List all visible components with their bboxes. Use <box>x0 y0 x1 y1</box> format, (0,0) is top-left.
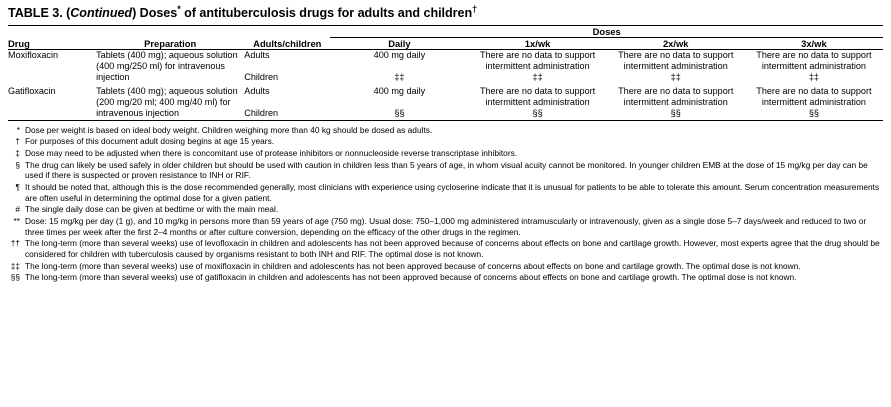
title-suffix: ) Doses <box>132 6 178 20</box>
footnote-text: Dose per weight is based on ideal body weight. Children weighing more than 40 kg should be dosed as adults. <box>25 124 433 135</box>
footnote-item <box>8 160 883 181</box>
footnote-item <box>8 148 883 159</box>
cell-1x-wk: There are no data to support intermittent administration <box>479 86 596 108</box>
cell-1x-wk: There are no data to support intermittent administration <box>469 50 607 73</box>
cell-adults-children: Children <box>244 108 279 119</box>
cell-1x-wk: ‡‡ <box>532 72 543 83</box>
footnote-text: For purposes of this document adult dosing begins at age 15 years. <box>25 136 275 147</box>
footnote-mark: §§ <box>10 272 20 283</box>
cell-3x-wk: There are no data to support intermittent administration <box>745 50 883 73</box>
cell-preparation: Tablets (400 mg); aqueous solution (400 mg/250 ml) for intravenous injection <box>96 50 244 84</box>
column-header-drug: Drug <box>8 37 30 49</box>
cell-adults-children: Adults <box>244 50 330 73</box>
footnote-item <box>8 204 883 215</box>
footnote-item <box>8 261 883 272</box>
footnote-mark: ‡‡ <box>10 260 20 271</box>
footnote-text: It should be noted that, although this is the dose recommended generally, most clinicians with experience using cycloserine indicate that it is unusual for patients to be able to tolerate this amount. Serum concentration measurements are often useful in determining the optimal dose for a given patient. <box>25 181 880 203</box>
footnote-mark: † <box>15 136 20 147</box>
cell-2x-wk: ‡‡ <box>670 72 681 83</box>
footnote-mark: ** <box>13 215 20 226</box>
column-header-daily: Daily <box>388 38 411 49</box>
table-bottom-rule <box>8 120 883 121</box>
spacer-adults-children <box>244 26 330 38</box>
cell-drug: Gatifloxacin <box>8 86 56 97</box>
table-row <box>8 50 883 73</box>
cell-2x-wk: There are no data to support intermittent administration <box>607 50 745 73</box>
doses-group-header: Doses <box>330 26 883 38</box>
table-row <box>8 86 883 108</box>
column-header-adults-children: Adults/children <box>253 37 322 49</box>
table-group-header-row <box>8 26 883 38</box>
title-continued: Continued <box>70 6 133 20</box>
page-title <box>0 0 891 25</box>
footnote-text: Dose may need to be adjusted when there is concomitant use of protease inhibitors or nonnucleoside reverse transcriptase inhibitors. <box>25 147 518 158</box>
cell-preparation: Tablets (400 mg); aqueous solution (200 mg/20 ml; 400 mg/40 ml) for intravenous injection <box>96 86 238 119</box>
footnote-text: The long-term (more than several weeks) use of moxifloxacin in children and adolescents has not been approved because of concerns about effects on bone and cartilage growth. The optimal dose is not known. <box>25 260 801 271</box>
footnote-text: The drug can likely be used safely in older children but should be used with caution in children less than 5 years of age, in whom visual acuity cannot be monitored. In younger children EMB at the dose of 15 mg/kg per day can be used if there is suspected or proven resistance to INH or RIF. <box>25 159 868 181</box>
cell-drug: Moxifloxacin <box>8 50 96 84</box>
column-header-1x-wk: 1x/wk <box>524 38 551 49</box>
footnote-mark: * <box>16 124 20 135</box>
cell-3x-wk: ‡‡ <box>808 72 819 83</box>
footnote-mark: § <box>15 159 20 170</box>
cell-daily: §§ <box>394 108 405 119</box>
cell-3x-wk: There are no data to support intermittent administration <box>756 86 872 108</box>
column-header-preparation: Preparation <box>144 37 197 49</box>
footnotes-list <box>8 125 883 283</box>
column-header-3x-wk: 3x/wk <box>801 38 827 49</box>
footnote-text: The single daily dose can be given at bedtime or with the main meal. <box>25 204 279 215</box>
cell-2x-wk: §§ <box>670 108 681 119</box>
cell-adults-children: Adults <box>244 86 270 97</box>
footnote-mark: ‡ <box>15 147 20 158</box>
title-footnote-mark-2: † <box>472 3 478 14</box>
footnote-text: The long-term (more than several weeks) use of gatifloxacin in children and adolescents has not been approved because of concerns about effects on bone and cartilage growth. The optimal dose is not known. <box>25 272 797 283</box>
footnote-item <box>8 125 883 136</box>
footnote-item <box>8 272 883 283</box>
footnote-mark: ¶ <box>15 181 20 192</box>
footnote-item <box>8 216 883 237</box>
title-mid: of antituberculosis drugs for adults and children <box>180 6 473 20</box>
footnote-mark: # <box>15 204 20 215</box>
column-header-2x-wk: 2x/wk <box>662 38 689 49</box>
footnote-text: The long-term (more than several weeks) use of levofloxacin in children and adolescents has not been approved because of concerns about effects on bone and cartilage growth. However, most experts agree that the drug should be considered for children with tuberculosis caused by organisms resistant to both INH and RIF. The optimal dose is not known. <box>25 238 880 259</box>
cell-2x-wk: There are no data to support intermittent administration <box>618 86 734 108</box>
footnote-item <box>8 182 883 203</box>
footnote-text: Dose: 15 mg/kg per day (1 g), and 10 mg/kg in persons more than 59 years of age (750 mg). Usual dose: 750–1,000 mg administered intramuscularly or intravenously, given as a single dose 5–7 days/week and reduced to two or three times per week after the first 2–4 months or after culture conversion, depending on the efficacy of the other drugs in the regimen. <box>25 215 867 237</box>
cell-3x-wk: §§ <box>808 108 819 119</box>
cell-1x-wk: §§ <box>532 108 543 119</box>
footnote-mark: †† <box>10 238 20 249</box>
drug-doses-table <box>8 25 883 120</box>
spacer-prep <box>96 26 244 38</box>
spacer-drug <box>8 26 96 38</box>
cell-adults-children: Children <box>244 72 279 83</box>
title-footnote-mark-1: * <box>177 3 181 14</box>
cell-daily: 400 mg daily <box>330 50 468 73</box>
cell-daily: 400 mg daily <box>373 86 426 97</box>
footnote-item <box>8 238 883 259</box>
cell-daily: ‡‡ <box>394 72 405 83</box>
title-prefix: TABLE 3. ( <box>8 6 71 20</box>
footnote-item <box>8 136 883 147</box>
table-column-header-row <box>8 38 883 50</box>
